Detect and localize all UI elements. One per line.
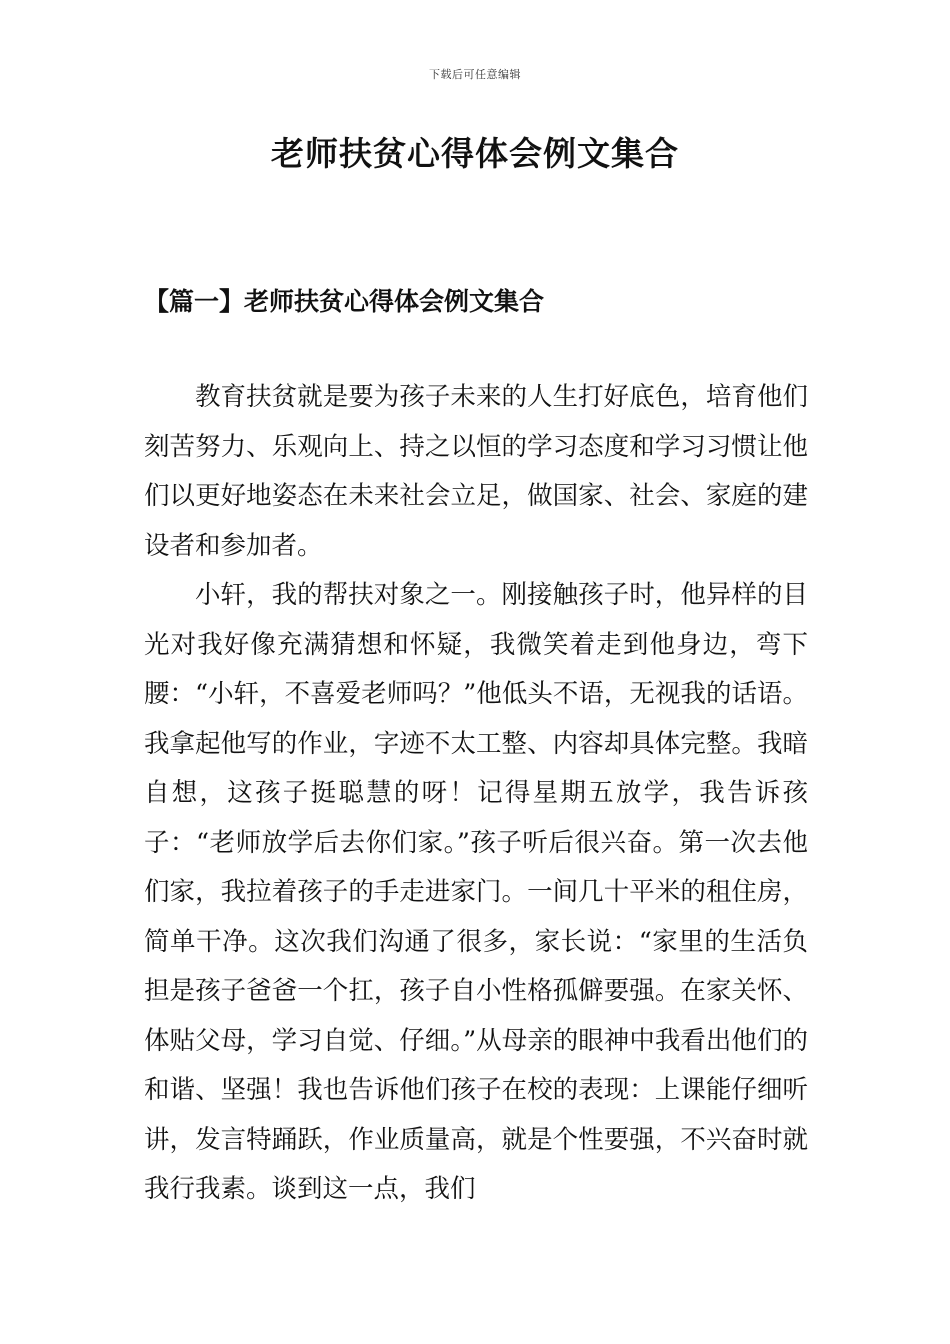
header-note: 下载后可任意编辑 (429, 68, 521, 81)
paragraph-1: 教育扶贫就是要为孩子未来的人生打好底色，培育他们刻苦努力、乐观向上、持之以恒的学习态度和学习习惯让他们以更好地姿态在未来社会立足，做国家、社会、家庭的建设者和参加者。 (144, 382, 808, 561)
section-heading: 【篇一】老师扶贫心得体会例文集合 (144, 287, 545, 316)
paragraph-2: 小轩，我的帮扶对象之一。刚接触孩子时，他异样的目光对我好像充满猜想和怀疑，我微笑着走到他身边，弯下腰：“小轩，不喜爱老师吗？”他低头不语，无视我的话语。我拿起他写的作业，字迹不太工整、内容却具体完整。我暗自想，这孩子挺聪慧的呀！记得星期五放学，我告诉孩子：“老师放学后去你们家。”孩子听后很兴奋。第一次去他们家，我拉着孩子的手走进家门。一间几十平米的租住房，简单干净。这次我们沟通了很多，家长说：“家里的生活负担是孩子爸爸一个扛，孩子自小性格孤僻要强。在家关怀、体贴父母，学习自觉、仔细。”从母亲的眼神中我看出他们的和谐、坚强！我也告诉他们孩子在校的表现：上课能仔细听讲，发言特踊跃，作业质量高，就是个性要强，不兴奋时就我行我素。谈到这一点，我们 (144, 580, 808, 1204)
document-title: 老师扶贫心得体会例文集合 (271, 134, 679, 173)
body-text (144, 373, 808, 1215)
